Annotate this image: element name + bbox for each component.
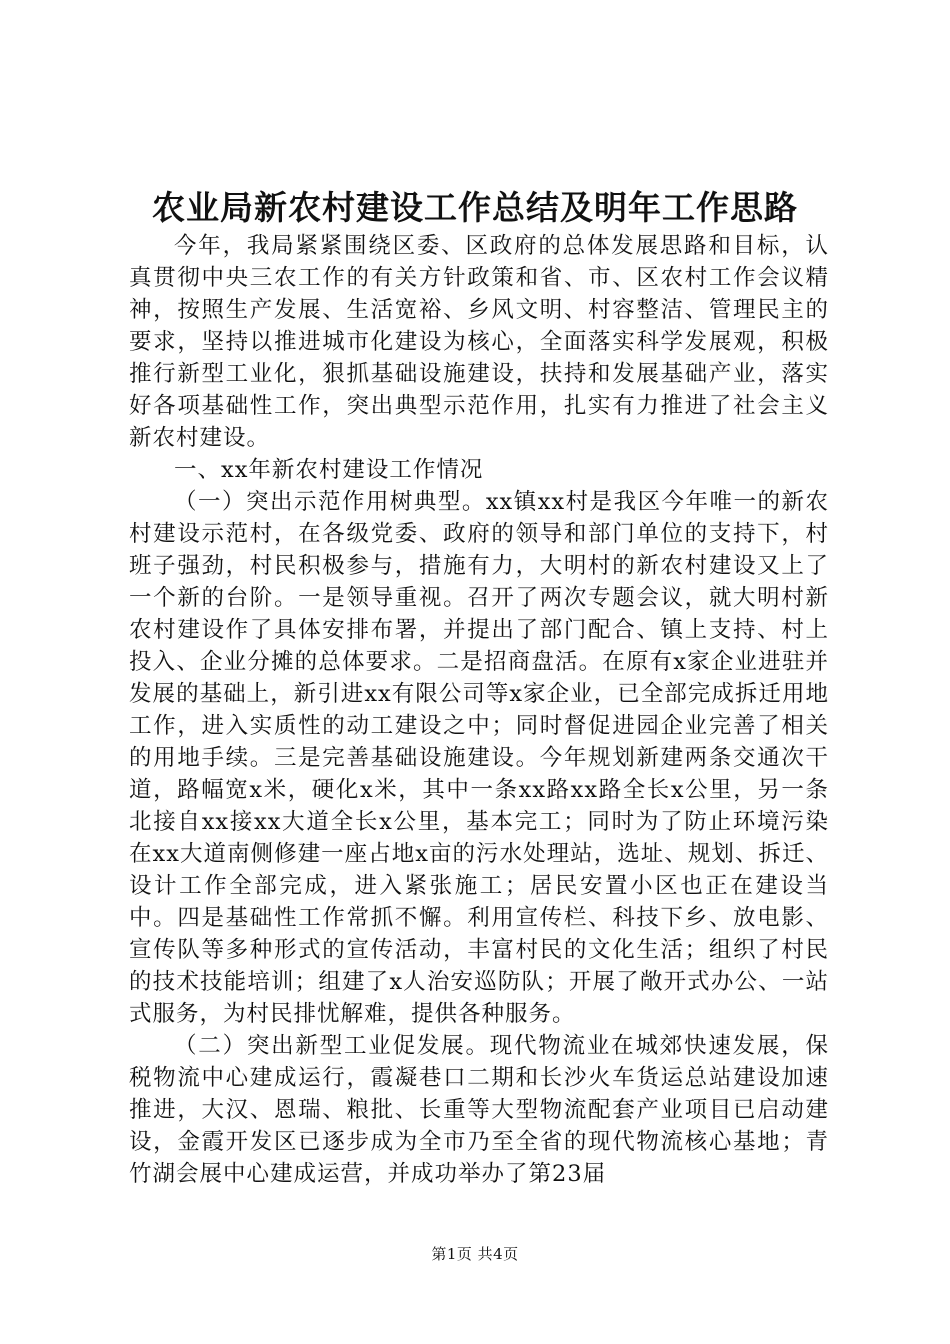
- document-body: [129, 230, 829, 1190]
- item-one-paragraph: （一）突出示范作用树典型。xx镇xx村是我区今年唯一的新农村建设示范村，在各级党委、政府的领导和部门单位的支持下，村班子强劲，村民积极参与，措施有力，大明村的新农村建设又上了一个新的台阶。一是领导重视。召开了两次专题会议，就大明村新农村建设作了具体安排布署，并提出了部门配合、镇上支持、村上投入、企业分摊的总体要求。二是招商盘活。在原有x家企业进驻并发展的基础上，新引进xx有限公司等x家企业，已全部完成拆迁用地工作，进入实质性的动工建设之中；同时督促进园企业完善了相关的用地手续。三是完善基础设施建设。今年规划新建两条交通次干道，路幅宽x米，硬化x米，其中一条xx路xx路全长x公里，另一条北接自xx接xx大道全长x公里，基本完工；同时为了防止环境污染在xx大道南侧修建一座占地x亩的污水处理站，选址、规划、拆迁、设计工作全部完成，进入紧张施工；居民安置小区也正在建设当中。四是基础性工作常抓不懈。利用宣传栏、科技下乡、放电影、宣传队等多种形式的宣传活动，丰富村民的文化生活；组织了村民的技术技能培训；组建了x人治安巡防队；开展了敞开式办公、一站式服务，为村民排忧解难，提供各种服务。: [129, 489, 829, 1027]
- intro-paragraph: 今年，我局紧紧围绕区委、区政府的总体发展思路和目标，认真贯彻中央三农工作的有关方针政策和省、市、区农村工作会议精神，按照生产发展、生活宽裕、乡风文明、村容整洁、管理民主的要求，坚持以推进城市化建设为核心，全面落实科学发展观，积极推行新型工业化，狠抓基础设施建设，扶持和发展基础产业，落实好各项基础性工作，突出典型示范作用，扎实有力推进了社会主义新农村建设。: [129, 233, 829, 451]
- page-number-footer: 第1页 共4页: [431, 1245, 519, 1263]
- item-two-paragraph: （二）突出新型工业促发展。现代物流业在城郊快速发展，保税物流中心建成运行，霞凝巷口二期和长沙火车货运总站建设加速推进，大汉、恩瑞、粮批、长重等大型物流配套产业项目已启动建设，金霞开发区已逐步成为全市乃至全省的现代物流核心基地；青竹湖会展中心建成运营，并成功举办了第23届: [129, 1033, 829, 1187]
- document-title: 农业局新农村建设工作总结及明年工作思路: [152, 188, 798, 227]
- section-heading: 一、xx年新农村建设工作情况: [174, 457, 484, 483]
